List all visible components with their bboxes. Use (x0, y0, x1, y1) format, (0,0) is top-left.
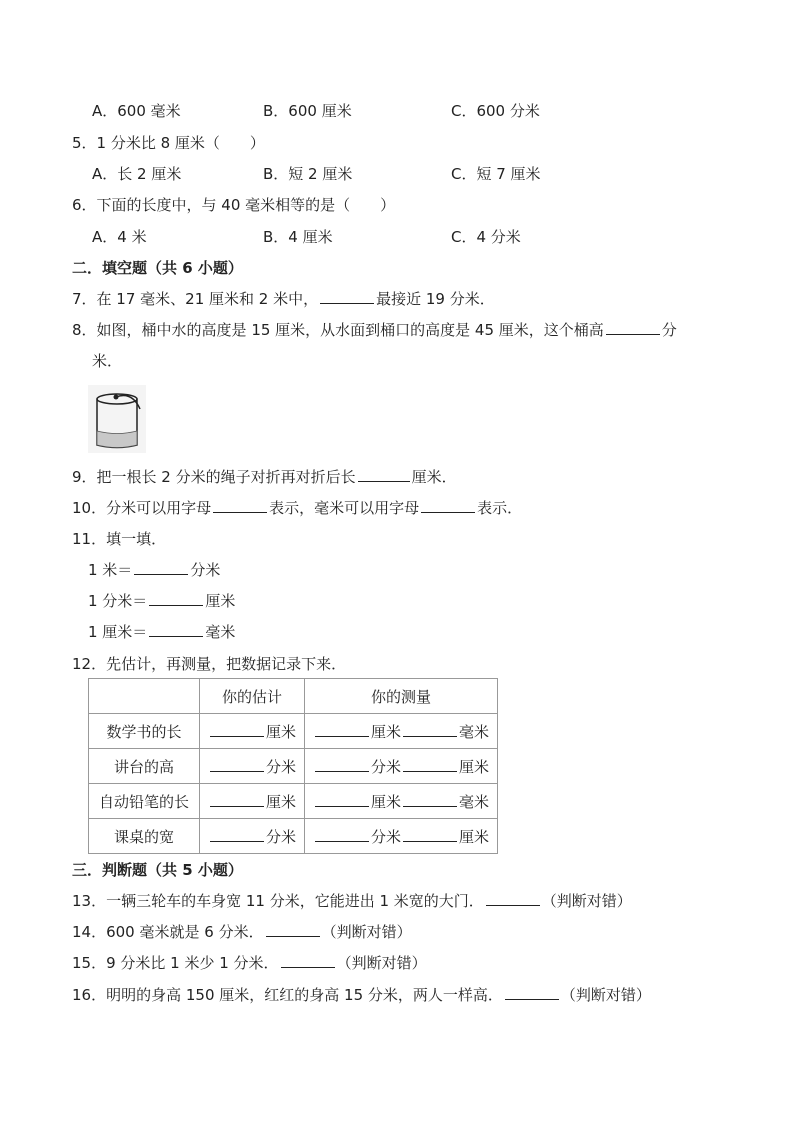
q8-text-cont: 米． (92, 352, 123, 370)
table-row (89, 784, 498, 819)
measure-blank-2[interactable] (403, 791, 457, 807)
table-header-item (89, 679, 200, 714)
measure-unit-2: 厘米 (459, 757, 490, 776)
q9-answer-blank[interactable] (358, 466, 410, 482)
q6-stem: 6．下面的长度中，与 40 毫米相等的是（ ） (72, 196, 396, 214)
table-header-measure: 你的测量 (305, 679, 498, 714)
q16-text-pre: 16．明明的身高 150 厘米，红红的身高 15 分米，两人一样高． (72, 986, 503, 1004)
estimate-unit: 分米 (265, 757, 296, 776)
measure-cell (305, 749, 498, 784)
estimate-blank[interactable] (210, 826, 264, 842)
q8-text-post: 分 (661, 321, 677, 339)
q15-text-post: （判断对错） (336, 954, 427, 972)
q11-stem: 11．填一填． (72, 530, 167, 548)
row-item-label: 讲台的高 (89, 749, 200, 784)
measure-blank-1[interactable] (315, 826, 369, 842)
q11-line-3 (88, 620, 235, 644)
q14-text-pre: 14．600 毫米就是 6 分米． (72, 923, 264, 941)
measure-unit-2: 厘米 (459, 827, 490, 846)
q14-text-post: （判断对错） (321, 923, 412, 941)
q15-answer-blank[interactable] (281, 952, 335, 968)
measure-cell (305, 819, 498, 854)
q11-line-1 (88, 558, 220, 582)
q11-line-3-post: 毫米 (205, 623, 236, 641)
q11-line-3-pre: 1 厘米＝ (88, 623, 148, 641)
q10-text-post: 表示． (477, 499, 523, 517)
measure-unit-2: 毫米 (459, 792, 490, 811)
q11-line-2-post: 厘米 (205, 592, 236, 610)
q10-answer-blank-2[interactable] (421, 497, 475, 513)
bucket-figure (88, 385, 146, 453)
q5-stem: 5．1 分米比 8 厘米（ ） (72, 134, 265, 152)
estimate-measure-table (88, 678, 498, 854)
q5-option-b: B．短 2 厘米 (263, 165, 353, 183)
estimate-blank[interactable] (210, 721, 264, 737)
row-item-label: 数学书的长 (89, 714, 200, 749)
q10-text-mid: 表示，毫米可以用字母 (269, 499, 420, 517)
measure-unit-1: 厘米 (370, 722, 401, 741)
q6-option-a: A．4 米 (92, 228, 147, 246)
q13-text-post: （判断对错） (541, 892, 632, 910)
q11-blank-2[interactable] (149, 590, 203, 606)
measure-unit-1: 分米 (370, 827, 401, 846)
q6-option-b: B．4 厘米 (263, 228, 333, 246)
table-row (89, 714, 498, 749)
q13 (72, 889, 632, 913)
estimate-unit: 厘米 (265, 722, 296, 741)
q8 (72, 318, 677, 342)
q7 (72, 287, 495, 311)
q11-line-1-pre: 1 米＝ (88, 561, 133, 579)
measure-blank-1[interactable] (315, 791, 369, 807)
q10-text-pre: 10．分米可以用字母 (72, 499, 212, 517)
q16 (72, 983, 651, 1007)
q11-line-1-post: 分米 (190, 561, 221, 579)
q7-text-pre: 7．在 17 毫米、21 厘米和 2 米中， (72, 290, 319, 308)
q14-answer-blank[interactable] (266, 921, 320, 937)
q16-answer-blank[interactable] (505, 984, 559, 1000)
table-row (89, 749, 498, 784)
q11-line-2 (88, 589, 235, 613)
q14 (72, 920, 412, 944)
row-item-label: 课桌的宽 (89, 819, 200, 854)
estimate-blank[interactable] (210, 791, 264, 807)
q6-option-c: C．4 分米 (451, 228, 521, 246)
section-fill-blank-heading: 二．填空题（共 6 小题） (72, 259, 243, 277)
row-item-label: 自动铅笔的长 (89, 784, 200, 819)
q12-stem: 12．先估计，再测量，把数据记录下来． (72, 655, 347, 673)
table-row (89, 819, 498, 854)
q11-blank-1[interactable] (134, 559, 188, 575)
measure-unit-2: 毫米 (459, 722, 490, 741)
q4-option-b: B．600 厘米 (263, 102, 352, 120)
estimate-cell (200, 714, 305, 749)
measure-cell (305, 784, 498, 819)
q10 (72, 496, 522, 520)
estimate-cell (200, 749, 305, 784)
q7-text-post: 最接近 19 分米． (376, 290, 495, 308)
measure-blank-2[interactable] (403, 721, 457, 737)
q9-text-post: 厘米． (411, 468, 457, 486)
measure-blank-1[interactable] (315, 756, 369, 772)
handle-knob (114, 395, 119, 400)
measure-blank-1[interactable] (315, 721, 369, 737)
measure-unit-1: 分米 (370, 757, 401, 776)
measure-blank-2[interactable] (403, 756, 457, 772)
q11-line-2-pre: 1 分米＝ (88, 592, 148, 610)
table-header-estimate: 你的估计 (200, 679, 305, 714)
q9-text-pre: 9．把一根长 2 分米的绳子对折再对折后长 (72, 468, 356, 486)
estimate-cell (200, 819, 305, 854)
q4-option-a: A．600 毫米 (92, 102, 181, 120)
q5-option-c: C．短 7 厘米 (451, 165, 541, 183)
q8-answer-blank[interactable] (606, 319, 660, 335)
estimate-cell (200, 784, 305, 819)
estimate-unit: 厘米 (265, 792, 296, 811)
q11-blank-3[interactable] (149, 621, 203, 637)
q13-answer-blank[interactable] (486, 890, 540, 906)
measure-unit-1: 厘米 (370, 792, 401, 811)
q10-answer-blank-1[interactable] (213, 497, 267, 513)
q13-text-pre: 13．一辆三轮车的车身宽 11 分米，它能进出 1 米宽的大门． (72, 892, 484, 910)
q8-text-pre: 8．如图，桶中水的高度是 15 厘米，从水面到桶口的高度是 45 厘米，这个桶高 (72, 321, 604, 339)
estimate-unit: 分米 (265, 827, 296, 846)
bucket-water (97, 431, 137, 448)
table-header-row (89, 679, 498, 714)
measure-blank-2[interactable] (403, 826, 457, 842)
q15 (72, 951, 427, 975)
measure-cell (305, 714, 498, 749)
q15-text-pre: 15．9 分米比 1 米少 1 分米． (72, 954, 279, 972)
q7-answer-blank[interactable] (320, 288, 374, 304)
estimate-blank[interactable] (210, 756, 264, 772)
q9 (72, 465, 457, 489)
q16-text-post: （判断对错） (560, 986, 651, 1004)
q5-option-a: A．长 2 厘米 (92, 165, 182, 183)
q4-option-c: C．600 分米 (451, 102, 540, 120)
section-true-false-heading: 三．判断题（共 5 小题） (72, 861, 243, 879)
